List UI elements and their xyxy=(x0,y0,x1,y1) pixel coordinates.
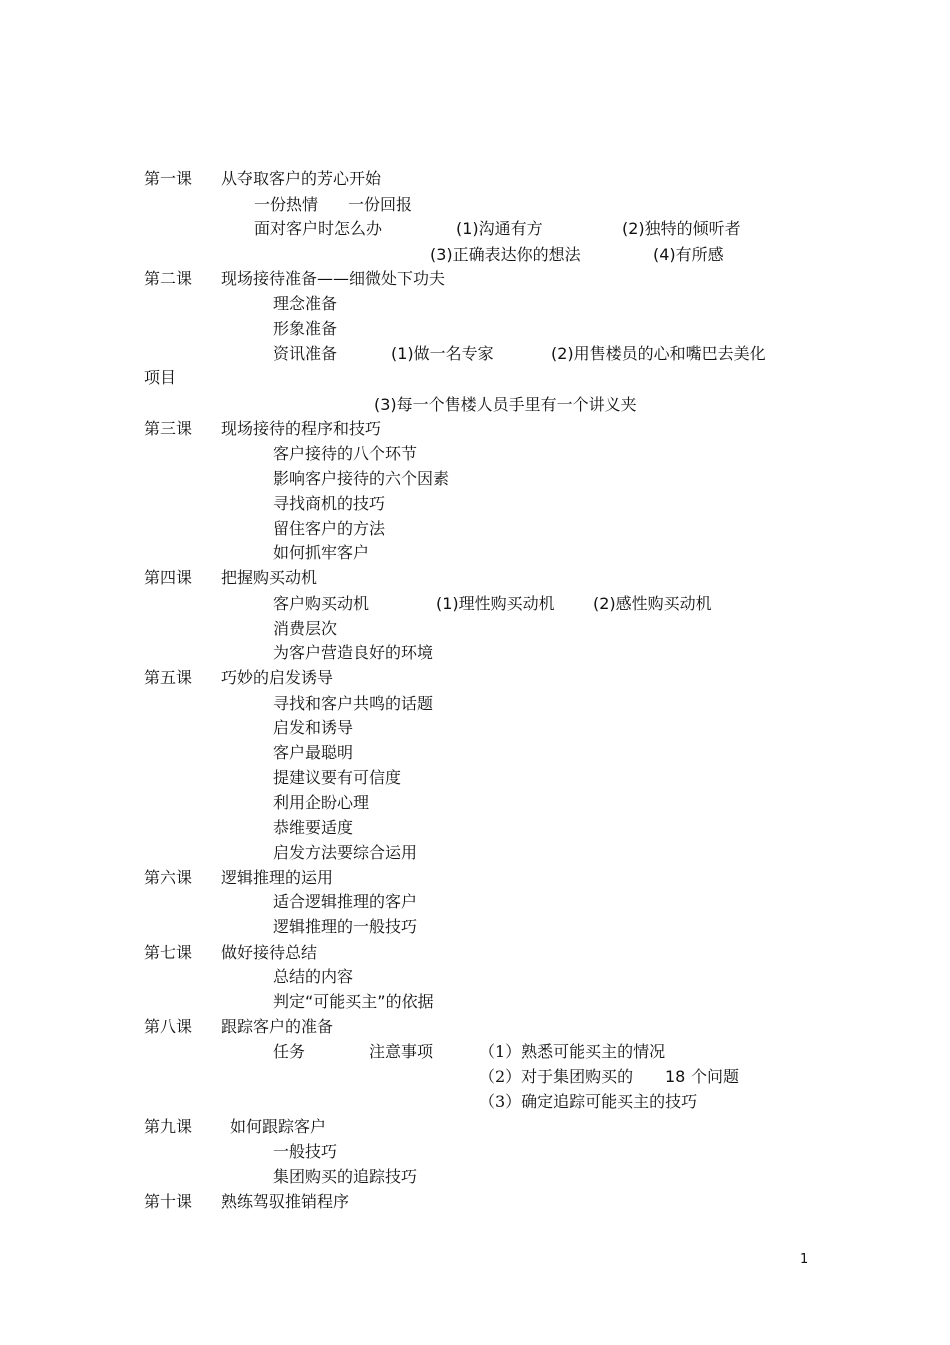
lesson-4-line-1c: (2)感性购买动机 xyxy=(593,594,712,613)
lesson-4-line-1a: 客户购买动机 xyxy=(273,594,370,613)
lesson-8-heading: 第八课 xyxy=(144,1017,193,1036)
lesson-8-line-2c: 个问题 xyxy=(691,1067,740,1086)
lesson-1-line-3b: (4)有所感 xyxy=(653,245,724,264)
lesson-8-line-1a: 任务 xyxy=(273,1042,306,1061)
lesson-4-line-3: 为客户营造良好的环境 xyxy=(273,643,434,662)
lesson-2-line-3b: (1)做一名专家 xyxy=(391,344,494,363)
lesson-3-line-5: 如何抓牢客户 xyxy=(273,543,370,562)
lesson-1-heading: 第一课 xyxy=(144,169,193,188)
lesson-5-line-3: 客户最聪明 xyxy=(273,743,354,762)
lesson-8-line-1c: （1）熟悉可能买主的情况 xyxy=(479,1042,666,1061)
lesson-1-line-3a: (3)正确表达你的想法 xyxy=(430,245,581,264)
lesson-7-heading: 第七课 xyxy=(144,943,193,962)
lesson-2-line-4: 项目 xyxy=(144,368,177,387)
lesson-6-line-2: 逻辑推理的一般技巧 xyxy=(273,917,418,936)
lesson-5-line-6: 恭维要适度 xyxy=(273,818,354,837)
lesson-8-line-2a: （2）对于集团购买的 xyxy=(479,1067,634,1086)
lesson-8-line-3: （3）确定追踪可能买主的技巧 xyxy=(479,1092,698,1111)
lesson-2-line-2: 形象准备 xyxy=(273,319,338,338)
lesson-5-line-2: 启发和诱导 xyxy=(273,718,354,737)
lesson-8-title: 跟踪客户的准备 xyxy=(221,1017,334,1036)
lesson-1-line-1a: 一份热情 xyxy=(254,195,319,214)
lesson-5-line-5: 利用企盼心理 xyxy=(273,793,370,812)
lesson-5-line-4: 提建议要有可信度 xyxy=(273,768,402,787)
lesson-3-line-1: 客户接待的八个环节 xyxy=(273,444,418,463)
lesson-3-line-4: 留住客户的方法 xyxy=(273,519,386,538)
page-number: 1 xyxy=(800,1252,809,1267)
lesson-4-line-1b: (1)理性购买动机 xyxy=(436,594,555,613)
lesson-1-line-2c: (2)独特的倾听者 xyxy=(622,219,741,238)
lesson-2-title: 现场接待准备——细微处下功夫 xyxy=(221,269,446,288)
lesson-2-heading: 第二课 xyxy=(144,269,193,288)
lesson-4-line-2: 消费层次 xyxy=(273,619,338,638)
lesson-1-title: 从夺取客户的芳心开始 xyxy=(221,169,382,188)
lesson-1-line-2b: (1)沟通有方 xyxy=(456,219,543,238)
lesson-4-heading: 第四课 xyxy=(144,568,193,587)
lesson-6-line-1: 适合逻辑推理的客户 xyxy=(273,892,418,911)
lesson-3-line-2: 影响客户接待的六个因素 xyxy=(273,469,450,488)
lesson-5-line-7: 启发方法要综合运用 xyxy=(273,843,418,862)
lesson-2-line-3c: (2)用售楼员的心和嘴巴去美化 xyxy=(551,344,766,363)
lesson-2-line-5: (3)每一个售楼人员手里有一个讲义夹 xyxy=(374,395,637,414)
lesson-5-title: 巧妙的启发诱导 xyxy=(221,668,334,687)
lesson-2-line-1: 理念准备 xyxy=(273,294,338,313)
lesson-3-line-3: 寻找商机的技巧 xyxy=(273,494,386,513)
lesson-3-title: 现场接待的程序和技巧 xyxy=(221,419,382,438)
lesson-5-heading: 第五课 xyxy=(144,668,193,687)
lesson-6-heading: 第六课 xyxy=(144,868,193,887)
lesson-5-line-1: 寻找和客户共鸣的话题 xyxy=(273,694,434,713)
lesson-9-heading: 第九课 xyxy=(144,1117,193,1136)
lesson-10-title: 熟练驾驭推销程序 xyxy=(221,1192,350,1211)
lesson-7-title: 做好接待总结 xyxy=(221,943,318,962)
lesson-7-line-1: 总结的内容 xyxy=(273,967,354,986)
lesson-10-heading: 第十课 xyxy=(144,1192,193,1211)
lesson-8-line-1b: 注意事项 xyxy=(369,1042,434,1061)
lesson-6-title: 逻辑推理的运用 xyxy=(221,868,334,887)
lesson-3-heading: 第三课 xyxy=(144,419,193,438)
lesson-4-title: 把握购买动机 xyxy=(221,568,318,587)
lesson-9-line-2: 集团购买的追踪技巧 xyxy=(273,1167,418,1186)
lesson-8-line-2b: 18 xyxy=(665,1067,686,1086)
lesson-1-line-2a: 面对客户时怎么办 xyxy=(254,219,383,238)
lesson-7-line-2: 判定“可能买主”的依据 xyxy=(273,992,434,1011)
lesson-9-line-1: 一般技巧 xyxy=(273,1142,338,1161)
lesson-1-line-1b: 一份回报 xyxy=(348,195,413,214)
lesson-2-line-3a: 资讯准备 xyxy=(273,344,338,363)
lesson-9-title: 如何跟踪客户 xyxy=(230,1117,327,1136)
